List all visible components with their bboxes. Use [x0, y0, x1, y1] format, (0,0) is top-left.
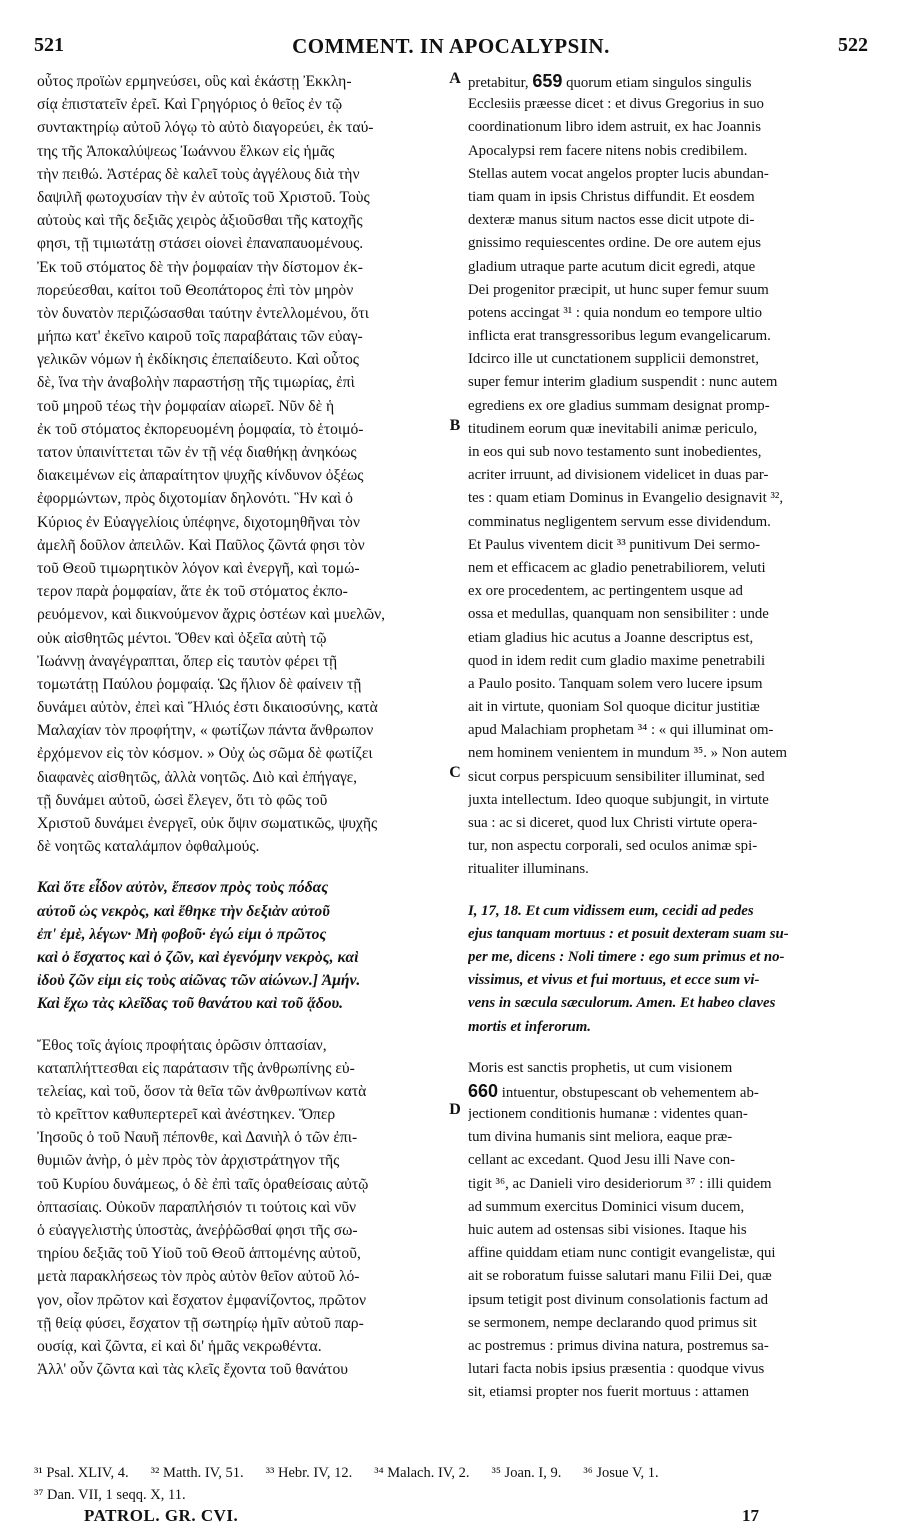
text-line: Dei progenitor præcipit, ut hunc super femur suum: [468, 281, 769, 298]
text-line: tigit ³⁶, ac Danieli viro desideriorum ³⁷ : illi quidem: [468, 1175, 772, 1192]
footnote: ³⁷ Dan. VII, 1 seqq. X, 11.: [34, 1487, 186, 1503]
text-line: ossa et medullas, quanquam non sensibiliter : unde: [468, 606, 769, 623]
text-line: τοῦ μηροῦ τέως τὴν ῥομφαίαν αἰωρεῖ. Νῦν δὲ ἡ: [37, 397, 335, 415]
text-line: gnissimo requiescentes ordine. De ore autem ejus: [468, 235, 761, 252]
text-line: ὀπτασίαις. Οὐκοῦν παραπλήσιόν τι τούτοις καὶ νῦν: [37, 1198, 357, 1216]
page-header: [34, 34, 868, 64]
text-line: mortis et inferorum.: [468, 1018, 591, 1035]
text-line: etiam gladius hic acutus a Joanne descriptus est,: [468, 629, 754, 646]
text-line: Ἰησοῦς ὁ τοῦ Ναυῆ πέπονθε, καὶ Δανιὴλ ὁ τῶν ἐπι-: [37, 1129, 358, 1147]
text-line: dexteræ manus situm nactos esse dicit utpote di-: [468, 212, 755, 229]
running-title: COMMENT. IN APOCALYPSIN.: [292, 34, 610, 58]
text-line: ἐρχόμενον εἰς τὸν κόσμον. » Οὐχ ὡς σῶμα δὲ φωτίζει: [37, 745, 373, 763]
text-line: οὐκ αἰσθητῶς μέντοι. Ὅθεν καὶ ὀξεῖα αὐτὴ τῷ: [37, 629, 327, 647]
text-line: huic autem ad ostensas sibi visiones. Itaque his: [468, 1222, 747, 1238]
text-line: inflicta erat transgressoribus legum evangelicarum.: [468, 328, 771, 345]
text-line: μετὰ παρακλήσεως τὸν πρὸς αὐτὸν θεῖον αὐτοῦ λό-: [37, 1268, 360, 1286]
text-line: δαψιλῆ φωτοχυσίαν τὴν ἐν αὐτοῖς τοῦ Χριστοῦ. Τοὺς: [37, 188, 370, 206]
text-line: ἐκ τοῦ στόματος ἐκπορευομένη ῥομφαία, τὸ ἑτοιμό-: [37, 420, 364, 438]
text-line: ipsum tetigit post divinum consolationis factum ad: [468, 1291, 769, 1308]
left-page-number: 521: [34, 34, 64, 56]
text-line: ἐπ' ἐμὲ, λέγων· Μὴ φοβοῦ· ἐγώ εἰμι ὁ πρῶτος: [37, 925, 327, 943]
text-line: τελείας, καὶ τοῦ, ὅσον τὰ θεῖα τῶν ἀνθρωπίνων κατὰ: [37, 1082, 367, 1100]
greek-commentary-paragraph: [37, 1034, 445, 1382]
column-number: 660: [468, 1080, 499, 1101]
text-line: αὐτοῦ ὡς νεκρὸς, καὶ ἔθηκε τὴν δεξιὰν αὐτοῦ: [37, 902, 330, 920]
gathering-number: 17: [742, 1506, 759, 1525]
latin-column: [468, 70, 868, 1405]
text-line: τερον παρὰ ῥομφαίαν, ἅτε ἐκ τοῦ στόματος ἐκπο-: [37, 583, 348, 601]
page-footer: [84, 1506, 868, 1530]
text-line: I, 17, 18. Et cum vidissem eum, cecidi ad pedes: [468, 902, 754, 919]
text-line: tes : quam etiam Dominus in Evangelio designavit ³²,: [468, 490, 784, 507]
text-line: τοῦ Κυρίου δυνάμεως, ὁ δὲ ἐπὶ ταῖς ὁραθείσαις αὐτῷ: [37, 1175, 369, 1193]
text-line: σίᾳ ἐπιστατεῖν ἐρεῖ. Καὶ Γρηγόριος ὁ θεῖος ἐν τῷ: [37, 96, 343, 114]
text-line: τῇ δυνάμει αὐτοῦ, ὡσεὶ ἔλεγεν, ὅτι τὸ φῶς τοῦ: [37, 791, 328, 809]
text-line: nem hominem venientem in mundum ³⁵. » Non autem: [468, 745, 788, 762]
text-line: titudinem eorum quæ inevitabili animæ periculo,: [468, 420, 758, 437]
text-line: pretabitur, 659 quorum etiam singulos singulis: [468, 71, 752, 91]
text-line: ac postremus : primus divina natura, postremus sa-: [468, 1337, 769, 1354]
text-line: Et Paulus viventem dicit ³³ punitivum Dei sermo-: [468, 536, 761, 553]
text-line: ουσίᾳ, καὶ ζῶντα, εἰ καὶ δι' ἡμᾶς νεκρωθέντα.: [37, 1337, 322, 1355]
text-line: se sermonem, nempe declarando quod primus sit: [468, 1314, 757, 1331]
latin-translation-paragraph: [468, 70, 868, 882]
text-line: τατον ὑπαινίττεται τῶν ἐν τῇ νέᾳ διαθήκῃ ἀνηκόως: [37, 444, 357, 461]
text-line: a Paulo posito. Tanquam solem vero lucere ipsum: [468, 675, 763, 692]
text-line: potens accingat ³¹ : quia nondum eo tempore ultio: [468, 304, 763, 321]
text-line: γον, οἷον πρῶτον καὶ ἔσχατον ἐμφανίζοντος, πρῶτον: [37, 1291, 367, 1309]
text-line: Idcirco ille ut cunctationem supplicii demonstret,: [468, 351, 759, 368]
text-line: egrediens ex ore gladius summam designat promp-: [468, 397, 770, 414]
footnote: ³² Matth. IV, 51.: [150, 1465, 244, 1481]
margin-letter-d: D: [449, 1101, 461, 1118]
paragraph-gap: [37, 858, 445, 876]
text-line: tum divina humanis sint meliora, eaque præ-: [468, 1129, 733, 1146]
text-line: τὸ κρεῖττον καθυπερτερεῖ καὶ ἀνέστηκεν. Ὅπερ: [37, 1106, 336, 1124]
text-line: αὐτοὺς καὶ τῆς δεξιᾶς χειρὸς ἀξιοῦσθαι τῆς κατοχῆς: [37, 212, 363, 230]
text-line: juxta intellectum. Ideo quoque subjungit, in virtute: [468, 791, 769, 808]
text-line: ad summum exercitus Dominici visum ducem,: [468, 1198, 745, 1215]
text-line: ejus tanquam mortuus : et posuit dexteram suam su-: [468, 925, 789, 942]
text-line: μήπω κατ' ἐκεῖνο καιροῦ τοῖς παραβάταις τῶν εὐαγ-: [37, 328, 363, 346]
text-line: ρευόμενον, καὶ διικνούμενον ἄχρις ὀστέων καὶ μυελῶν,: [37, 606, 386, 624]
text-line: coordinationum libro idem astruit, ex hac Joannis: [468, 119, 761, 136]
text-line: Καὶ ὅτε εἶδον αὐτὸν, ἔπεσον πρὸς τοὺς πόδας: [37, 879, 329, 897]
text-line: sua : ac si diceret, quod lux Christi virtute opera-: [468, 815, 758, 831]
text-line: καὶ ὁ ἔσχατος καὶ ὁ ζῶν, καὶ ἐγενόμην νεκρὸς, καὶ: [37, 948, 359, 966]
text-line: quod in idem redit cum gladio maxime penetrabili: [468, 652, 766, 669]
paragraph-gap: [37, 1016, 445, 1034]
text-line: affine quiddam etiam nunc contigit evangelistæ, qui: [468, 1245, 776, 1262]
text-line: γελικῶν νόμων ἡ ἐκδίκησις ἐπεπαίδευτο. Καὶ οὗτος: [37, 351, 359, 369]
text-line: Ἀλλ' οὖν ζῶντα καὶ τὰς κλεῖς ἔχοντα τοῦ θανάτου: [37, 1361, 349, 1379]
text-line: sicut corpus perspicuum sensibiliter illuminat, sed: [468, 768, 765, 785]
greek-column: [37, 70, 445, 1381]
text-line: δὲ, ἵνα τὴν ἀναβολὴν παραστήσῃ τῆς τιμωρίας, ἐπὶ: [37, 374, 355, 392]
text-line: Stellas autem vocat angelos propter lucis abundan-: [468, 165, 769, 182]
text-line: gladium utraque parte acutum dicit egredi, atque: [468, 258, 756, 275]
footnote: ³¹ Psal. XLIV, 4.: [34, 1465, 129, 1481]
text-line: θυμιῶν ἀνὴρ, ὁ μὲν πρὸς τὸν ἀρχιστράτηγον τῆς: [37, 1152, 340, 1170]
text-line: nem et efficacem ac gladio penetrabiliorem, veluti: [468, 559, 766, 576]
text-line: apud Malachiam prophetam ³⁴ : « qui illuminat om-: [468, 722, 774, 739]
text-line: Ἔθος τοῖς ἁγίοις προφήταις ὁρῶσιν ὀπτασίαν,: [37, 1036, 327, 1054]
text-line: Apocalypsi rem facere nitens nobis credibilem.: [468, 142, 748, 159]
text-line: super femur interim gladium suspendit : nunc autem: [468, 374, 778, 391]
margin-letter-b: B: [449, 417, 461, 434]
footnote: ³³ Hebr. IV, 12.: [265, 1465, 353, 1481]
text-line: Μαλαχίαν τὸν προφήτην, « φωτίζων πάντα ἄνθρωπον: [37, 722, 374, 740]
text-line: ait se roboratum fuisse salutari manu Filii Dei, quæ: [468, 1268, 772, 1285]
text-line: ἰδοὺ ζῶν εἰμι εἰς τοὺς αἰῶνας τῶν αἰώνων.] Ἀμήν.: [37, 972, 361, 990]
text-line: Ecclesiis præesse dicet : et divus Gregorius in suo: [468, 96, 764, 113]
text-line: vens in sæcula sæculorum. Amen. Et habeo claves: [468, 995, 776, 1012]
text-line: τὴν πειθώ. Ἀστέρας δὲ καλεῖ τοὺς ἀγγέλους διὰ τὴν: [37, 165, 360, 183]
footnote: ³⁶ Josue V, 1.: [583, 1465, 659, 1481]
text-line: ex ore procedentem, ac pertingentem usque ad: [468, 583, 743, 600]
text-line: δὲ νοητῶς καταλάμπον ὀφθαλμούς.: [37, 838, 260, 856]
text-line: ait in virtute, quoniam Sol quoque dicitur justitiæ: [468, 699, 760, 716]
latin-lemma: [468, 900, 868, 1039]
margin-letter-c: C: [449, 764, 461, 781]
text-line: ὁ εὐαγγελιστὴς ὑποστὰς, ἀνεῤῥῶσθαί φησι τῆς σω-: [37, 1222, 358, 1239]
text-line: Ἐκ τοῦ στόματος δὲ τὴν ῥομφαίαν τὴν δίστομον ἐκ-: [37, 258, 363, 276]
text-line: comminatus negligentem servum esse dividendum.: [468, 513, 771, 530]
text-line: διαφανὲς αἰσθητῶς, ἀλλὰ νοητῶς. Διὸ καὶ ἐπήγαγε,: [37, 768, 358, 786]
text-line: δυνάμει αὐτὸν, ἐπεὶ καὶ Ἥλιός ἐστι δικαιοσύνης, κατὰ: [37, 699, 378, 717]
text-line: per me, dicens : Noli timere : ego sum primus et no-: [468, 948, 785, 965]
greek-commentary-paragraph: [37, 70, 445, 858]
footnotes: [34, 1462, 874, 1506]
text-line: της τῆς Ἀποκαλύψεως Ἰωάννου ἕλκων εἰς ἡμᾶς: [37, 142, 335, 160]
text-line: Καὶ ἔχω τὰς κλεῖδας τοῦ θανάτου καὶ τοῦ ᾅδου.: [37, 995, 344, 1013]
text-line: Κύριος ἐν Εὐαγγελίοις ὑπέφηνε, διχοτομηθῆναι τὸν: [37, 513, 360, 531]
text-line: τοῦ Θεοῦ τιμωρητικὸν λόγον καὶ ἐνεργῆ, καὶ τομώ-: [37, 559, 360, 577]
paragraph-gap: [468, 1039, 868, 1057]
text-line: vissimus, et vivus et fui mortuus, et ecce sum vi-: [468, 972, 760, 989]
text-line: τῇ θείᾳ φύσει, ἔσχατον τῇ σωτηρίῳ ἡμῖν αὐτοῦ παρ-: [37, 1314, 364, 1332]
text-line: τομωτάτῃ Παύλου ῥομφαίᾳ. Ὡς ἥλιον δὲ φαίνειν τῇ: [37, 675, 362, 693]
series-signature: PATROL. GR. CVI.: [84, 1506, 239, 1525]
footnote: ³⁵ Joan. I, 9.: [491, 1465, 562, 1481]
text-line: Ἰωάννῃ ἀναγέγραπται, ὅπερ εἰς ταυτὸν φέρει τῇ: [37, 652, 338, 670]
paragraph-gap: [468, 882, 868, 900]
text-line: φησι, τῇ τιμιωτάτῃ στάσει οἱονεὶ ἐπαναπαυομένους.: [37, 235, 364, 253]
footnote-row: [34, 1462, 874, 1484]
text-line: διακειμένων εἰς ἀπαραίτητον ψυχῆς κίνδυνον ὀξέως: [37, 467, 364, 485]
text-line: τηρίου δεξιᾶς τοῦ Υἱοῦ τοῦ Θεοῦ ἁπτομένης αὐτοῦ,: [37, 1245, 361, 1263]
text-line: οὗτος προϊὼν ερμηνεύσει, οὓς καὶ ἑκάστῃ Ἐκκλη-: [37, 73, 352, 90]
text-line: tur, non aspectu corporali, sed oculos animæ spi-: [468, 838, 758, 855]
footnote: ³⁴ Malach. IV, 2.: [374, 1465, 470, 1481]
right-page-number: 522: [838, 34, 868, 56]
text-line: συντακτηρίῳ αὐτοῦ λόγῳ τὸ αὐτὸ διαγορεύει, ἐκ ταύ-: [37, 119, 374, 137]
text-line: πορεύεσθαι, καίτοι τοῦ Θεοπάτορος ἐπὶ τὸν μηρὸν: [37, 281, 354, 299]
text-line: 660 intuentur, obstupescant ob vehementem ab-: [468, 1080, 759, 1101]
text-line: in eos qui sub novo testamento sunt inobedientes,: [468, 444, 762, 460]
text-line: τὸν δυνατὸν περιζώσασθαι ταύτην ἐντελλομένου, ὅτι: [37, 304, 369, 322]
text-line: lutari facta nobis ipsius præsentia : quodque vivus: [468, 1361, 765, 1378]
text-line: cellant ac excedant. Quod Jesu illi Nave con-: [468, 1152, 736, 1169]
latin-translation-paragraph: [468, 1057, 868, 1405]
text-line: tiam quam in ipsis Christus diffundit. Et eosdem: [468, 188, 755, 205]
greek-lemma: [37, 876, 445, 1015]
text-line: ἐφορμώντων, πρὸς διχοτομίαν δηλονότι. Ἣν καὶ ὁ: [37, 490, 353, 508]
footnote-row: [34, 1484, 874, 1506]
text-line: ἀμελῆ δοῦλον ἀπειλῶν. Καὶ Παῦλος ζῶντά φησι τὸν: [37, 536, 365, 554]
text-line: jectionem conditionis humanæ : videntes quan-: [468, 1106, 748, 1123]
text-line: ritualiter illuminans.: [468, 861, 589, 878]
text-line: sit, etiamsi propter nos fuerit mortuus : attamen: [468, 1384, 750, 1401]
text-line: Χριστοῦ δυνάμει ἐνεργεῖ, οὐκ ὄψιν σωματικῶς, ψυχῆς: [37, 815, 378, 832]
text-line: καταπλήττεσθαι εἰς παράτασιν τῆς ἀνθρωπίνης εὐ-: [37, 1059, 355, 1077]
text-line: acriter irruunt, ad divisionem videlicet in duas par-: [468, 467, 769, 484]
text-line: Moris est sanctis prophetis, ut cum visionem: [468, 1059, 733, 1076]
margin-letter-a: A: [449, 70, 461, 87]
column-number: 659: [532, 71, 563, 91]
